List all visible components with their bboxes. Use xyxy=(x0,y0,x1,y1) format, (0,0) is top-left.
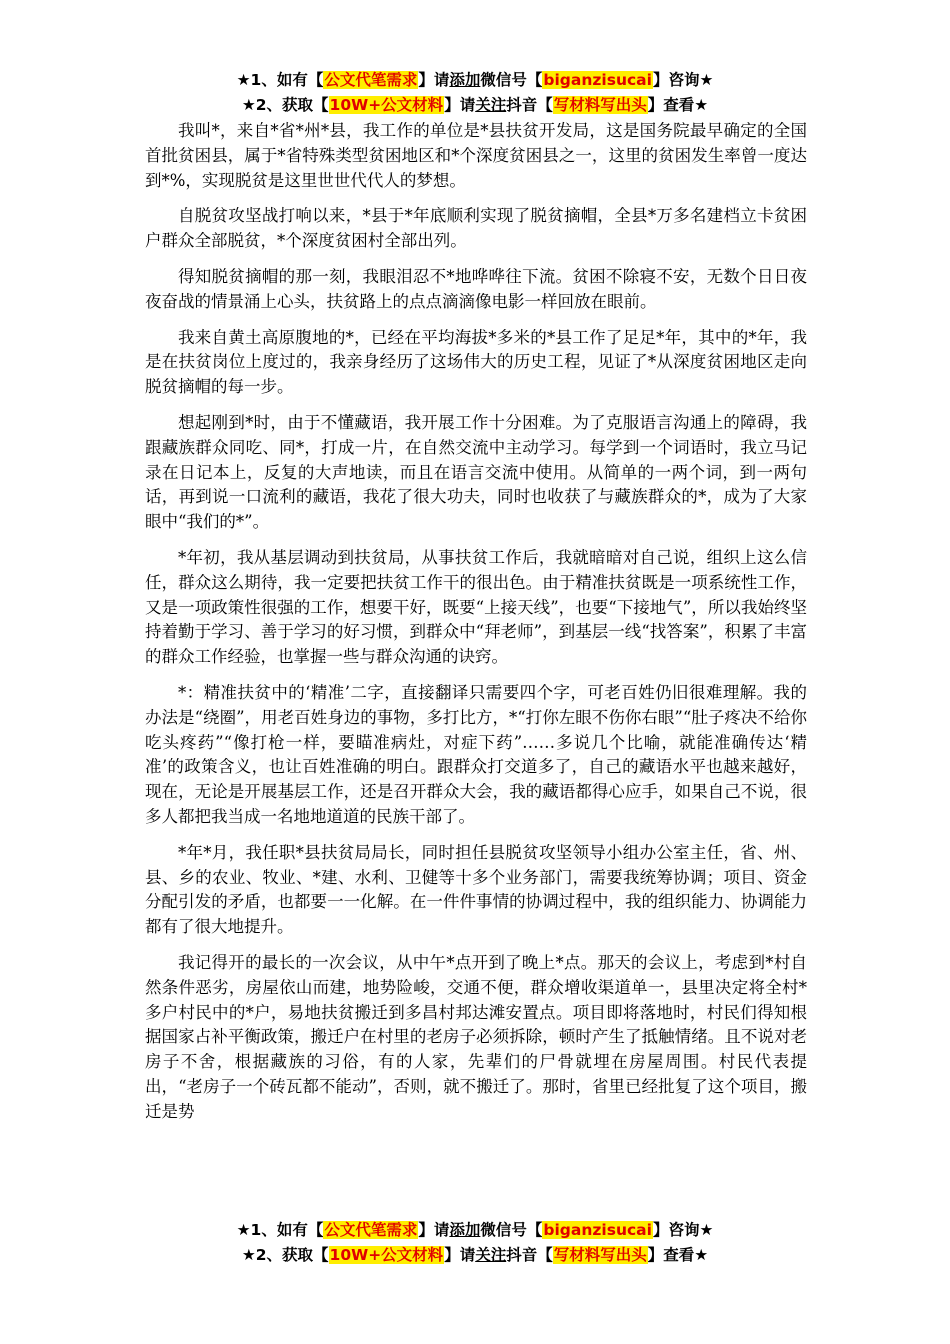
ad-text: 抖音【 xyxy=(506,1246,553,1264)
ad-text: 】请 xyxy=(418,1221,450,1239)
ad-underlined-text: 关注 xyxy=(475,1246,507,1264)
ad-banner-bottom-line2 xyxy=(0,1243,950,1267)
paragraph: *年初，我从基层调动到扶贫局，从事扶贫工作后，我就暗暗对自己说，组织上这么信任，群众这么期待，我一定要把扶贫工作干的很出色。由于精准扶贫既是一项系统性工作，又是一项政策性很强的工作，想要干好，既要“上接天线”，也要“下接地气”，所以我始终坚持着勤于学习、善于学习的好习惯，到群众中“拜老师”，到基层一线“找答案”，积累了丰富的群众工作经验，也掌握一些与群众沟通的诀窍。 xyxy=(145,547,807,667)
ad-text: ★1、如有【 xyxy=(236,71,324,89)
paragraph: 想起刚到*时，由于不懂藏语，我开展工作十分困难。为了克服语言沟通上的障碍，我跟藏族群众同吃、同*，打成一片，在自然交流中主动学习。每学到一个词语时，我立马记录在日记本上，反复的大声地读，而且在语言交流中使用。从简单的一两个词，到一两句话，再到说一口流利的藏语，我花了很大功夫，同时也收获了与藏族群众的*，成为了大家眼中“我们的*”。 xyxy=(145,412,807,532)
paragraph: *年*月，我任职*县扶贫局局长，同时担任县脱贫攻坚领导小组办公室主任，省、州、县、乡的农业、牧业、*建、水利、卫健等十多个业务部门，需要我统筹协调；项目、资金分配引发的矛盾，也都要一一化解。在一件件事情的协调过程中，我的组织能力、协调能力都有了很大地提升。 xyxy=(145,842,807,937)
paragraph: 得知脱贫摘帽的那一刻，我眼泪忍不*地哗哗往下流。贫困不除寝不安，无数个日日夜夜奋战的情景涌上心头，扶贫路上的点点滴滴像电影一样回放在眼前。 xyxy=(145,266,807,311)
ad-highlight-douyin: 写材料写出头 xyxy=(553,96,647,114)
ad-underlined-text: 关注 xyxy=(475,96,507,114)
ad-underlined-text: 添加 xyxy=(449,71,481,89)
ad-text: 】查看★ xyxy=(647,1246,709,1264)
ad-text: ★1、如有【 xyxy=(236,1221,324,1239)
ad-text: 抖音【 xyxy=(506,96,553,114)
ad-text: ★2、获取【 xyxy=(241,1246,329,1264)
ad-text: 微信号【 xyxy=(480,71,543,89)
ad-highlight-materials: 10W+公文材料 xyxy=(329,96,444,114)
ad-text: 】咨询★ xyxy=(652,1221,714,1239)
ad-text: 】咨询★ xyxy=(652,71,714,89)
paragraph: *：精准扶贫中的‘精准’二字，直接翻译只需要四个字，可老百姓仍旧很难理解。我的办法是“绕圈”，用老百姓身边的事物，多打比方，*“打你左眼不伤你右眼”“肚子疼决不给你吃头疼药”“像打枪一样，要瞄准病灶，对症下药”……多说几个比喻，就能准确传达‘精准’的政策含义，也让百姓准确的明白。跟群众打交道多了，自己的藏语水平也越来越好，现在，无论是开展基层工作，还是召开群众大会，我的藏语都得心应手，如果自己不说，很多人都把我当成一名地地道道的民族干部了。 xyxy=(145,682,807,826)
ad-text: 】请 xyxy=(444,1246,476,1264)
ad-banner-top-line1 xyxy=(0,68,950,92)
ad-banner-bottom-line1 xyxy=(0,1218,950,1242)
ad-text: 】查看★ xyxy=(647,96,709,114)
ad-text: 】请 xyxy=(444,96,476,114)
ad-text: ★2、获取【 xyxy=(241,96,329,114)
ad-highlight-service: 公文代笔需求 xyxy=(324,1221,418,1239)
paragraph: 我来自黄土高原腹地的*，已经在平均海拔*多米的*县工作了足足*年，其中的*年，我是在扶贫岗位上度过的，我亲身经历了这场伟大的历史工程，见证了*从深度贫困地区走向脱贫摘帽的每一步。 xyxy=(145,327,807,397)
ad-highlight-materials: 10W+公文材料 xyxy=(329,1246,444,1264)
ad-highlight-service: 公文代笔需求 xyxy=(324,71,418,89)
ad-highlight-wechat-id: biganzisucai xyxy=(543,1221,652,1239)
paragraph: 我记得开的最长的一次会议，从中午*点开到了晚上*点。那天的会议上，考虑到*村自然条件恶劣，房屋依山而建，地势险峻，交通不便，群众增收渠道单一，县里决定将全村*多户村民中的*户，易地扶贫搬迁到多昌村邦达滩安置点。项目即将落地时，村民们得知根据国家占补平衡政策，搬迁户在村里的老房子必须拆除，顿时产生了抵触情绪。且不说对老房子不舍，根据藏族的习俗，有的人家，先辈们的尸骨就埋在房屋周围。村民代表提出，“老房子一个砖瓦都不能动”，否则，就不搬迁了。那时，省里已经批复了这个项目，搬迁是势 xyxy=(145,952,807,1121)
ad-banner-top-line2 xyxy=(0,93,950,117)
paragraph: 我叫*，来自*省*州*县，我工作的单位是*县扶贫开发局，这是国务院最早确定的全国首批贫困县，属于*省特殊类型贫困地区和*个深度贫困县之一，这里的贫困发生率曾一度达到*%，实现脱贫是这里世世代代人的梦想。 xyxy=(145,121,807,190)
paragraph: 自脱贫攻坚战打响以来，*县于*年底顺利实现了脱贫摘帽，全县*万多名建档立卡贫困户群众全部脱贫，*个深度贫困村全部出列。 xyxy=(145,206,807,251)
ad-text: 微信号【 xyxy=(480,1221,543,1239)
ad-highlight-douyin: 写材料写出头 xyxy=(553,1246,647,1264)
ad-text: 】请 xyxy=(418,71,450,89)
ad-highlight-wechat-id: biganzisucai xyxy=(543,71,652,89)
document-body xyxy=(145,119,807,1135)
ad-underlined-text: 添加 xyxy=(449,1221,481,1239)
